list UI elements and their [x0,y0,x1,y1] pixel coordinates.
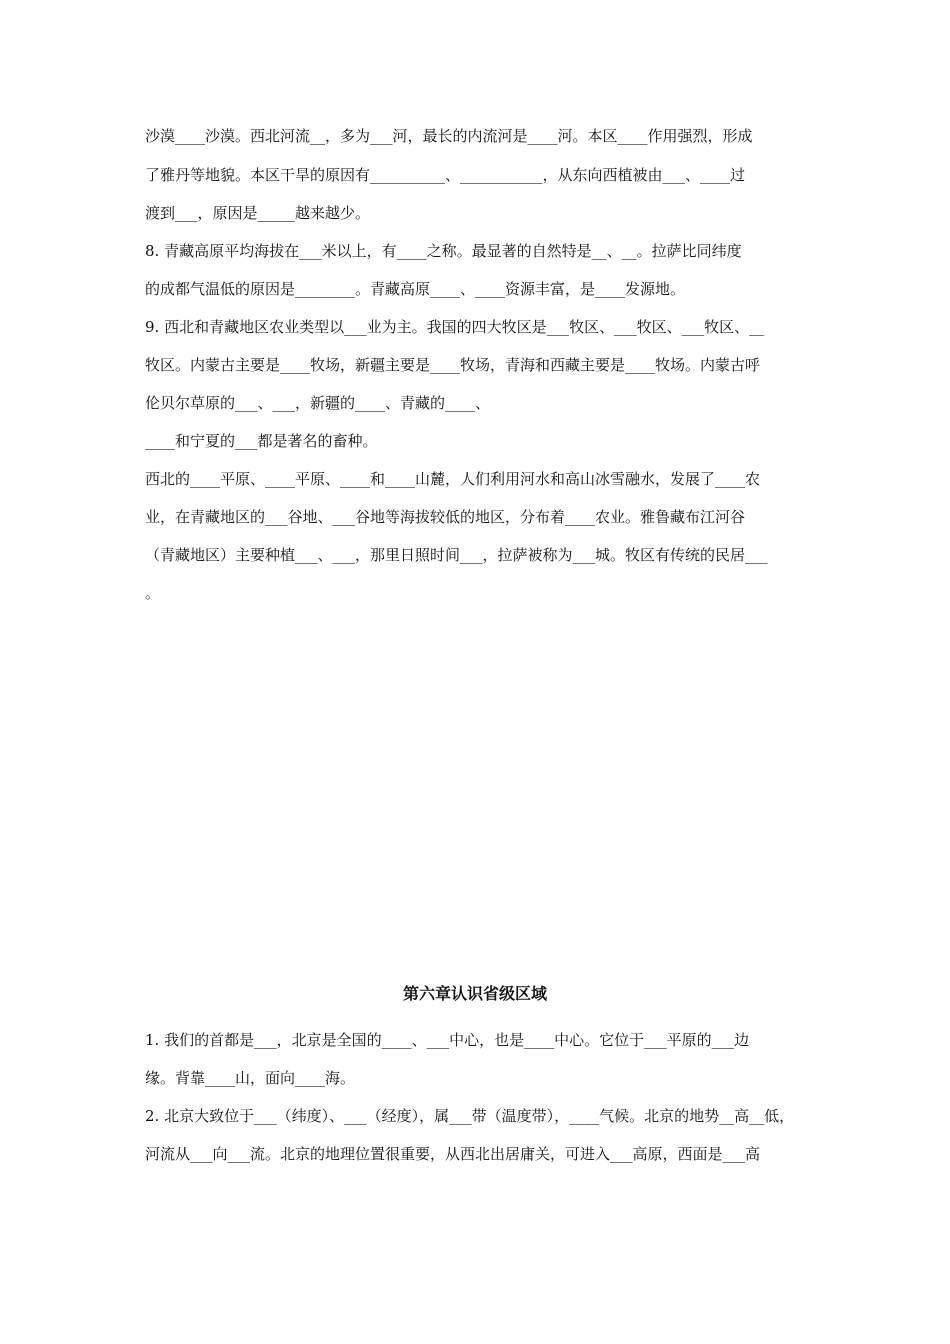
text-line: 业，在青藏地区的___谷地、___谷地等海拔较低的地区，分布着____农业。雅鲁藏布江河谷 [145,508,746,526]
text-line: 。 [145,584,161,602]
question-2-line: 2. 北京大致位于___（纬度）、___（经度），属___带（温度带），____气候。北京的地势__高__低， [145,1107,795,1125]
text-line: 了雅丹等地貌。本区干旱的原因有__________、___________，从东向西植被由___、____过 [145,166,746,184]
text-line: （青藏地区）主要种植___、___，那里日照时间___，拉萨被称为___城。牧区有传统的民居___ [145,546,768,564]
text-line: 西北的____平原、____平原、____和____山麓，人们利用河水和高山冰雪融水，发展了____农 [145,470,761,488]
text-line: 河流从___向___流。北京的地理位置很重要，从西北出居庸关，可进入___高原，西面是___高 [145,1145,761,1163]
question-9-line: 9. 西北和青藏地区农业类型以___业为主。我国的四大牧区是___牧区、___牧区、___牧区、__ [145,318,765,336]
text-line: ____和宁夏的___都是著名的畜种。 [145,432,378,450]
text-line: 牧区。内蒙古主要是____牧场，新疆主要是____牧场，青海和西藏主要是____牧场。内蒙古呼 [145,356,761,374]
question-8-line: 8. 青藏高原平均海拔在___米以上，有____之称。最显著的自然特是__、__。拉萨比同纬度 [145,242,742,260]
text-line: 渡到___，原因是_____越来越少。 [145,204,371,222]
text-line: 伦贝尔草原的___、___，新疆的____、青藏的____、 [145,394,491,412]
text-line: 缘。背靠____山，面向____海。 [145,1069,356,1087]
question-1-line: 1. 我们的首都是___，北京是全国的____、___中心，也是____中心。它位于___平原的___边 [145,1031,750,1049]
text-line: 沙漠____沙漠。西北河流__，多为___河，最长的内流河是____河。本区____作用强烈，形成 [145,127,753,145]
chapter-heading: 第六章认识省级区域 [402,984,547,1003]
text-line: 的成都气温低的原因是________。青藏高原____、____资源丰富，是____发源地。 [145,280,686,298]
